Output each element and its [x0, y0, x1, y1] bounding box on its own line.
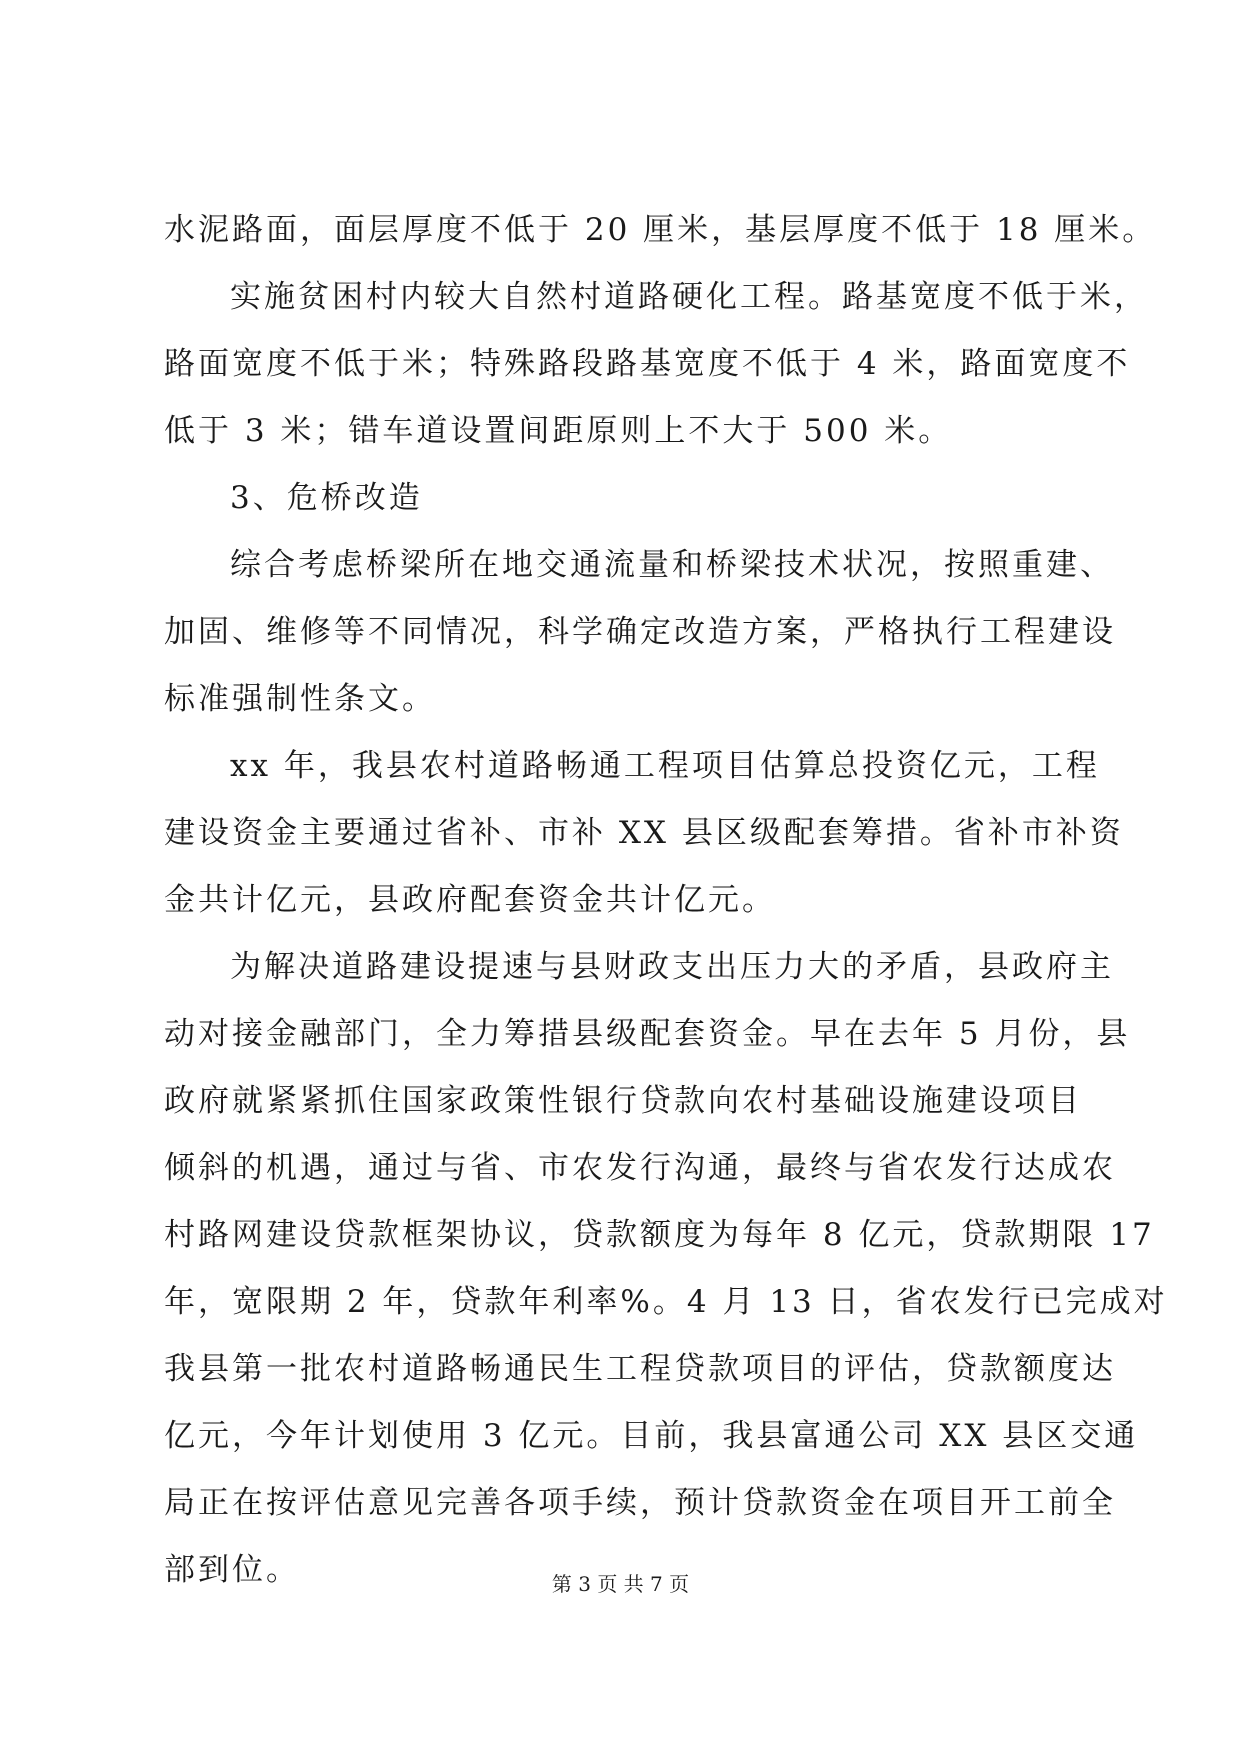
text-line: 标准强制性条文。: [164, 681, 436, 717]
text-line: 年，宽限期 2 年，贷款年利率%。4 月 13 日，省农发行已完成对: [164, 1284, 1168, 1320]
text-line: 政府就紧紧抓住国家政策性银行贷款向农村基础设施建设项目: [164, 1083, 1082, 1119]
text-line: 水泥路面，面层厚度不低于 20 厘米，基层厚度不低于 18 厘米。: [164, 212, 1157, 248]
text-line: 倾斜的机遇，通过与省、市农发行沟通，最终与省农发行达成农: [164, 1150, 1116, 1186]
text-line: 村路网建设贷款框架协议，贷款额度为每年 8 亿元，贷款期限 17: [164, 1217, 1155, 1253]
text-line: 局正在按评估意见完善各项手续，预计贷款资金在项目开工前全: [164, 1485, 1116, 1521]
text-line: 实施贫困村内较大自然村道路硬化工程。路基宽度不低于米，: [230, 279, 1148, 315]
text-line: 动对接金融部门，全力筹措县级配套资金。早在去年 5 月份，县: [164, 1016, 1131, 1052]
section-heading: 3、危桥改造: [230, 480, 423, 516]
text-line: 我县第一批农村道路畅通民生工程贷款项目的评估，贷款额度达: [164, 1351, 1116, 1387]
text-line: 低于 3 米；错车道设置间距原则上不大于 500 米。: [164, 413, 953, 449]
text-line: 亿元，今年计划使用 3 亿元。目前，我县富通公司 XX 县区交通: [164, 1418, 1139, 1454]
text-line: 部到位。: [164, 1552, 300, 1588]
text-line: 建设资金主要通过省补、市补 XX 县区级配套筹措。省补市补资: [164, 815, 1124, 851]
text-line: 加固、维修等不同情况，科学确定改造方案，严格执行工程建设: [164, 614, 1116, 650]
text-line: xx 年，我县农村道路畅通工程项目估算总投资亿元，工程: [230, 748, 1100, 784]
text-line: 金共计亿元，县政府配套资金共计亿元。: [164, 882, 776, 918]
text-line: 路面宽度不低于米；特殊路段路基宽度不低于 4 米，路面宽度不: [164, 346, 1131, 382]
text-line: 综合考虑桥梁所在地交通流量和桥梁技术状况，按照重建、: [230, 547, 1114, 583]
page-number-footer: 第 3 页 共 7 页: [551, 1572, 690, 1596]
text-line: 为解决道路建设提速与县财政支出压力大的矛盾，县政府主: [230, 949, 1114, 985]
